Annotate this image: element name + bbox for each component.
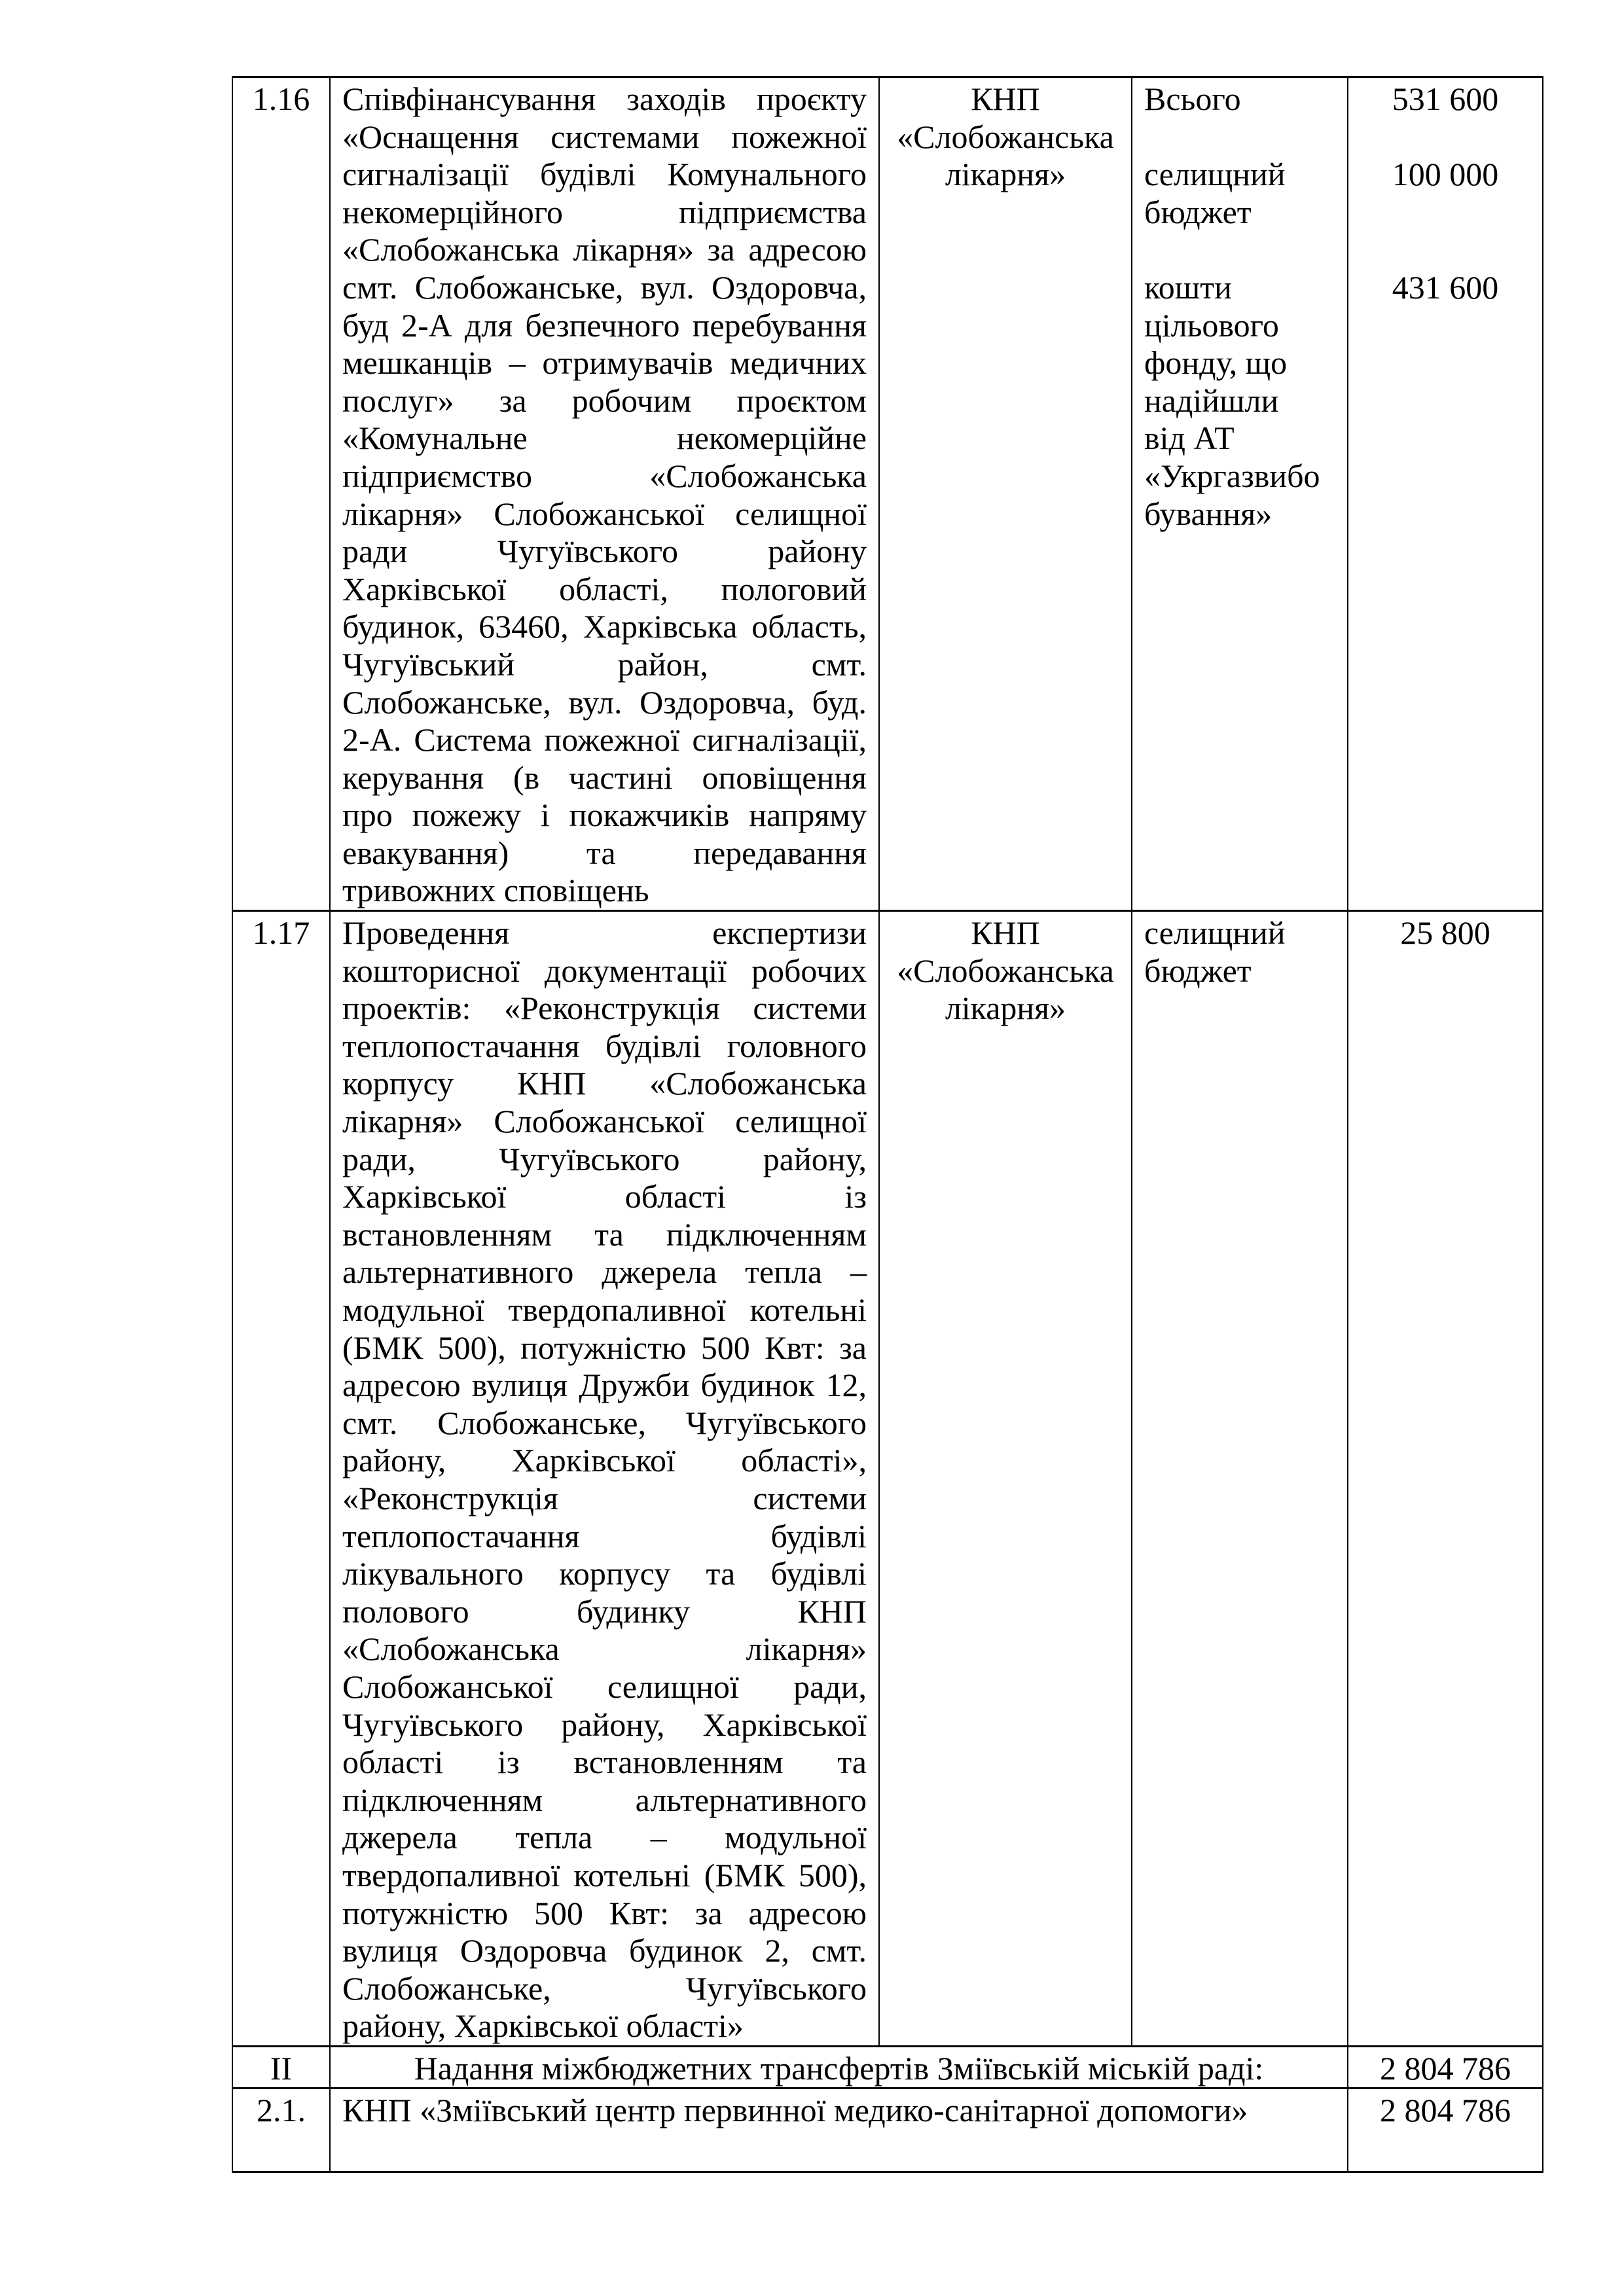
text-line: фонду, що xyxy=(1144,344,1288,382)
text-line: некомерційного підприємства xyxy=(342,193,867,230)
text-line: лікувального корпусу та будівлі xyxy=(342,1555,867,1592)
text-line: селищний xyxy=(1144,156,1286,193)
section-amount: 2 804 786 xyxy=(1348,2046,1543,2089)
text-line: ради Чугуївського району xyxy=(342,533,867,570)
text-line: Всього xyxy=(1144,81,1241,117)
text-line: модульної твердопаливної котельні xyxy=(342,1291,867,1328)
text-line: селищний xyxy=(1144,914,1286,952)
text-line xyxy=(1144,231,1335,269)
text-line: «Укргазвибо xyxy=(1144,457,1320,494)
table-row xyxy=(232,2089,1543,2172)
text-line: «Реконструкція системи xyxy=(342,1479,867,1516)
text-line: бюджет xyxy=(1144,193,1252,230)
text-line: встановленням та підключенням xyxy=(342,1215,867,1253)
text-line: області із встановленням та xyxy=(342,1744,867,1781)
text-line: лікарня» Слобожанської селищної xyxy=(342,1103,867,1140)
text-line: Слобожанське, вул. Оздоровча, буд. xyxy=(342,683,867,721)
text-line: тривожних сповіщень xyxy=(342,872,649,909)
text-line: надійшли xyxy=(1144,382,1279,419)
text-line: 531 600 xyxy=(1392,81,1499,117)
text-line: сигналізації будівлі Комунального xyxy=(342,156,867,193)
text-line: Співфінансування заходів проєкту xyxy=(342,81,867,117)
text-line: кошти xyxy=(1144,268,1232,306)
text-line: (БМК 500), потужністю 500 Квт: за xyxy=(342,1329,867,1366)
text-line: буд 2-А для безпечного перебування xyxy=(342,306,867,344)
measure-description xyxy=(330,77,879,911)
text-line xyxy=(1144,118,1335,156)
text-line: 2-А. Система пожежної сигналізації, xyxy=(342,721,867,759)
row-number: 1.17 xyxy=(232,911,330,2047)
text-line: Слобожанської селищної ради, xyxy=(342,1668,867,1705)
text-line: будинок, 63460, Харківська область, xyxy=(342,608,867,645)
text-line: «Слобожанська лікарня» xyxy=(342,1630,867,1668)
text-line: вулиця Оздоровча будинок 2, смт. xyxy=(342,1932,867,1969)
section-title: Надання міжбюджетних трансфертів Зміївській міській раді: xyxy=(330,2046,1348,2089)
text-line: потужністю 500 Квт: за адресою xyxy=(342,1894,867,1931)
text-line: про пожежу і покажчиків напряму xyxy=(342,797,867,834)
executor xyxy=(879,77,1132,911)
amount: 2 804 786 xyxy=(1348,2089,1543,2172)
text-line: «Слобожанська xyxy=(897,118,1114,155)
text-line: полового будинку КНП xyxy=(342,1592,867,1630)
text-line: смт. Слобожанське, Чугуївського xyxy=(342,1404,867,1441)
funding-source xyxy=(1132,911,1348,2047)
text-line: «Слобожанська xyxy=(897,952,1114,989)
text-line: джерела тепла – модульної xyxy=(342,1819,867,1856)
text-line: «Комунальне некомерційне xyxy=(342,420,867,457)
text-line: ради, Чугуївського району, xyxy=(342,1140,867,1177)
section-row xyxy=(232,2046,1543,2089)
section-number: II xyxy=(232,2046,330,2089)
text-line: кошторисної документації робочих xyxy=(342,952,867,989)
row-number: 2.1. xyxy=(232,2089,330,2172)
text-line: району, Харківської області», xyxy=(342,1442,867,1479)
text-line: підприємство «Слобожанська xyxy=(342,457,867,494)
text-line: альтернативного джерела тепла – xyxy=(342,1253,867,1291)
text-line: 25 800 xyxy=(1400,914,1490,952)
text-line: мешканців – отримувачів медичних xyxy=(342,344,867,382)
text-line: Чугуївський район, смт. xyxy=(342,645,867,683)
text-line: лікарня» Слобожанської селищної xyxy=(342,495,867,532)
text-line: твердопаливної котельні (БМК 500), xyxy=(342,1856,867,1893)
executor xyxy=(879,911,1132,2047)
text-line: адресою вулиця Дружби будинок 12, xyxy=(342,1367,867,1404)
text-line: корпусу КНП «Слобожанська xyxy=(342,1065,867,1102)
recipient-title: КНП «Зміївський центр первинної медико-санітарної допомоги» xyxy=(330,2089,1348,2172)
funding-source xyxy=(1132,77,1348,911)
budget-table xyxy=(232,76,1543,2173)
text-line: 100 000 xyxy=(1392,156,1499,193)
amount xyxy=(1348,77,1543,911)
text-line: «Слобожанська лікарня» за адресою xyxy=(342,231,867,268)
text-line: Проведення експертизи xyxy=(342,914,867,952)
text-line: КНП xyxy=(971,914,1040,952)
text-line: теплопостачання будівлі xyxy=(342,1517,867,1554)
text-line: послуг» за робочим проєктом xyxy=(342,382,867,419)
text-line: КНП xyxy=(971,81,1040,117)
text-line: лікарня» xyxy=(945,156,1066,193)
text-line: бування» xyxy=(1144,495,1272,532)
row-number: 1.16 xyxy=(232,77,330,911)
text-line: бюджет xyxy=(1144,952,1252,989)
table-row xyxy=(232,77,1543,911)
text-line xyxy=(1360,194,1530,232)
text-line: смт. Слобожанське, вул. Оздоровча, xyxy=(342,268,867,306)
text-line: Чугуївського району, Харківської xyxy=(342,1706,867,1743)
text-line: району, Харківської області» xyxy=(342,2007,744,2045)
text-line: керування (в частині оповіщення xyxy=(342,759,867,796)
text-line: від АТ xyxy=(1144,420,1235,457)
text-line: евакування) та передавання xyxy=(342,834,867,871)
text-line: 431 600 xyxy=(1392,268,1499,306)
text-line: Слобожанське, Чугуївського xyxy=(342,1969,867,2007)
text-line: підключенням альтернативного xyxy=(342,1781,867,1818)
text-line: Харківської області із xyxy=(342,1178,867,1215)
text-line: проектів: «Реконструкція системи xyxy=(342,990,867,1027)
text-line: Харківської області, пологовий xyxy=(342,570,867,607)
text-line: теплопостачання будівлі головного xyxy=(342,1027,867,1064)
measure-description xyxy=(330,911,879,2047)
text-line xyxy=(1360,118,1530,156)
text-line: лікарня» xyxy=(945,990,1066,1027)
text-line xyxy=(1360,231,1530,269)
amount xyxy=(1348,911,1543,2047)
table-row xyxy=(232,911,1543,2047)
text-line: цільового xyxy=(1144,306,1279,344)
text-line: «Оснащення системами пожежної xyxy=(342,118,867,155)
